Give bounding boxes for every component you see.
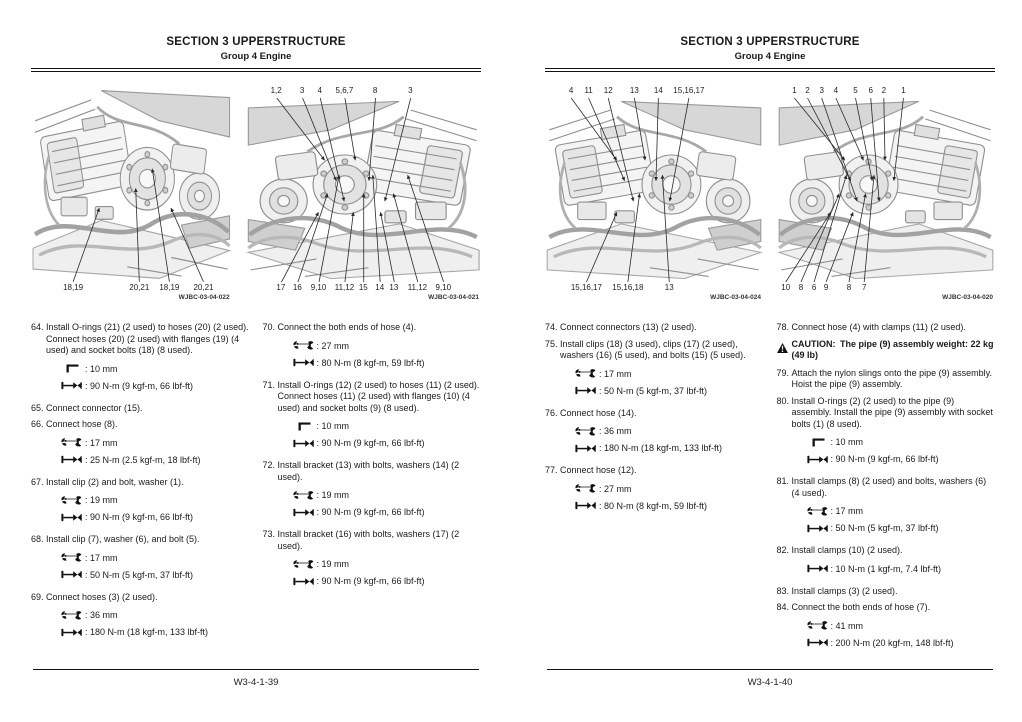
tool-spec-line — [61, 364, 250, 374]
torque-wrench-icon — [293, 358, 314, 367]
open-end-wrench-icon — [293, 560, 317, 569]
open-end-wrench-icon — [61, 553, 82, 562]
tool-spec-line — [807, 437, 996, 447]
callout-label: 10 — [781, 283, 791, 292]
step-number: 73. — [262, 529, 276, 539]
open-end-wrench-icon — [293, 491, 317, 500]
spec-value: : 10 mm — [830, 437, 864, 447]
open-end-wrench-icon — [807, 507, 831, 516]
spec-value: : 10 mm — [316, 421, 350, 431]
callout-label: 3 — [408, 86, 413, 95]
callout-label: 16 — [292, 283, 302, 292]
callout-label: 2 — [881, 86, 887, 95]
spec-value: : 19 mm — [316, 559, 350, 569]
tool-spec-line — [293, 438, 482, 448]
tool-spec-line — [575, 369, 764, 379]
spec-value: : 50 N-m (5 kgf-m, 37 lbf-ft) — [85, 569, 194, 580]
torque-wrench-icon — [807, 455, 831, 464]
step-text: Connect hoses (3) (2 used). — [46, 591, 158, 602]
spec-value: : 17 mm — [85, 437, 118, 448]
tool-spec-line — [293, 421, 482, 431]
tool-spec-line — [575, 484, 764, 494]
warning-triangle-icon — [777, 343, 788, 353]
step-number: 74. — [545, 322, 558, 332]
spec-value: : 80 N-m (8 kgf-m, 59 lbf-ft) — [599, 500, 708, 511]
tool-spec-line — [293, 559, 482, 569]
step-text: Connect connectors (13) (2 used). — [560, 322, 697, 332]
step-number: 77. — [545, 465, 558, 475]
tool-spec-line — [61, 627, 250, 637]
tool-spec-line — [61, 512, 250, 522]
open-end-wrench-icon — [61, 438, 82, 447]
tool-spec-line — [575, 386, 764, 396]
group-title: Group 4 Engine — [220, 51, 292, 62]
callout-label: 9 — [823, 283, 829, 292]
instruction-step — [31, 419, 250, 472]
spec-value: : 19 mm — [85, 495, 118, 505]
spec-value: : 90 N-m (9 kgf-m, 66 lbf-ft) — [85, 380, 194, 391]
callout-label: 3 — [819, 86, 824, 95]
spec-value: : 19 mm — [316, 490, 350, 500]
tool-spec-line — [293, 358, 482, 368]
callout-label: 8 — [372, 86, 378, 95]
open-end-wrench-icon — [61, 496, 82, 505]
step-text: Connect hose (12). — [560, 465, 637, 475]
instruction-step — [545, 465, 764, 518]
instruction-columns — [545, 322, 995, 660]
spec-value: : 10 mm — [85, 363, 118, 374]
instruction-step — [777, 322, 996, 334]
callout-label: 4 — [317, 86, 322, 95]
spec-value: : 17 mm — [599, 368, 632, 379]
figure-callouts-bottom — [31, 283, 232, 294]
open-end-wrench-icon — [293, 341, 314, 350]
tool-spec-line — [807, 506, 996, 516]
figure-id: WJBC-03-04-022 — [178, 294, 230, 301]
section-title: SECTION 3 UPPERSTRUCTURE — [680, 36, 860, 48]
tool-spec-line — [61, 610, 250, 620]
callout-label: 3 — [299, 86, 305, 95]
step-text: Connect the both ends of hose (7). — [791, 602, 931, 612]
hex-key-icon — [66, 364, 79, 373]
instruction-step — [31, 534, 250, 587]
callout-label: 20,21 — [193, 283, 214, 292]
callout-label: 8 — [846, 283, 852, 292]
torque-wrench-icon — [61, 513, 82, 522]
figure-callouts-bottom — [545, 283, 763, 294]
step-text: Install bracket (16) with bolts, washers (17) (2 used). — [277, 529, 460, 551]
step-text: Install bracket (13) with bolts, washers (14) (2 used). — [277, 460, 460, 482]
callout-label: 15,16,17 — [570, 283, 602, 292]
footer-rule — [33, 669, 479, 670]
step-number: 71. — [262, 379, 276, 390]
torque-wrench-icon — [807, 524, 828, 533]
callout-label: 20,21 — [129, 283, 150, 292]
tool-spec-line — [61, 455, 250, 465]
spec-value: : 17 mm — [830, 506, 864, 516]
torque-wrench-icon — [575, 386, 599, 395]
step-number: 67. — [31, 476, 44, 487]
spec-value: : 180 N-m (18 kgf-m, 133 lbf-ft) — [85, 627, 209, 637]
hex-key-icon — [812, 438, 825, 447]
spec-value: : 50 N-m (5 kgf-m, 37 lbf-ft) — [599, 385, 708, 396]
torque-wrench-icon — [807, 638, 831, 647]
callout-label: 4 — [833, 86, 839, 95]
torque-wrench-icon — [61, 570, 82, 579]
step-number: 79. — [776, 367, 790, 378]
callout-label: 17 — [276, 283, 286, 292]
torque-wrench-icon — [575, 444, 596, 453]
spec-value: : 90 N-m (9 kgf-m, 66 lbf-ft) — [316, 438, 425, 448]
torque-wrench-icon — [61, 455, 82, 464]
manual-page-left — [31, 0, 481, 722]
instruction-step — [777, 586, 996, 598]
step-text: Connect the both ends of hose (4). — [277, 322, 417, 332]
step-text: Connect hose (4) with clamps (11) (2 used). — [791, 322, 966, 332]
step-number: 78. — [776, 322, 790, 332]
caution-text: The pipe (9) assembly weight: 22 kg (49 lb) — [791, 338, 994, 360]
figure-callouts-top — [777, 86, 995, 97]
footer-rule — [547, 669, 993, 670]
torque-wrench-icon — [807, 564, 831, 573]
callout-leader-lines — [545, 97, 763, 283]
group-title: Group 4 Engine — [734, 51, 806, 62]
figure-callouts-top — [246, 86, 481, 97]
open-end-wrench-icon — [575, 484, 596, 493]
callout-label: 6 — [868, 86, 873, 95]
step-text: Install clip (2) and bolt, washer (1). — [46, 476, 184, 487]
figure-id: WJBC-03-04-021 — [428, 294, 479, 301]
step-text: Install O-rings (21) (2 used) to hoses (20) (2 used). Connect hoses (20) (2 used) with flanges (19) (4 used) and socket bolts (18) (8 used). — [46, 322, 249, 355]
step-number: 72. — [262, 460, 276, 470]
page-number: W3-4-1-40 — [747, 677, 793, 688]
instruction-step — [31, 403, 250, 415]
open-end-wrench-icon — [61, 611, 85, 620]
tool-spec-line — [575, 501, 764, 511]
step-text: Install clamps (10) (2 used). — [791, 545, 903, 555]
page-number: W3-4-1-39 — [233, 677, 279, 688]
hex-key-icon — [298, 422, 311, 431]
spec-value: : 50 N-m (5 kgf-m, 37 lbf-ft) — [830, 523, 939, 533]
instruction-step — [263, 322, 482, 375]
instruction-step — [777, 396, 996, 472]
step-text: Install O-rings (2) (2 used) to the pipe (9) assembly. Install the pipe (9) assembly with socket bolts (1) (8 used). — [791, 395, 993, 429]
tool-spec-line — [61, 495, 250, 505]
torque-wrench-icon — [61, 455, 85, 464]
step-text: Install clamps (8) (2 used) and bolts, washers (6) (4 used). — [791, 476, 987, 498]
warning-triangle-icon — [777, 339, 792, 362]
callout-label: 18,19 — [159, 283, 180, 292]
instruction-step — [31, 322, 250, 398]
figure-block — [31, 86, 232, 304]
open-end-wrench-icon — [61, 611, 82, 620]
torque-wrench-icon — [575, 444, 599, 453]
step-number: 80. — [776, 395, 790, 406]
step-text: Install clips (18) (3 used), clips (17) (2 used), washers (16) (5 used), and bolts (15) (5 used). — [560, 338, 746, 360]
figure-id: WJBC-03-04-024 — [710, 294, 761, 301]
step-text: Attach the nylon slings onto the pipe (9) assembly. Hoist the pipe (9) assembly. — [791, 367, 992, 389]
open-end-wrench-icon — [61, 553, 85, 562]
torque-wrench-icon — [61, 570, 85, 579]
engine-diagram — [31, 86, 232, 283]
step-number: 68. — [31, 534, 44, 544]
spec-value: : 200 N-m (20 kgf-m, 148 lbf-ft) — [830, 637, 954, 648]
open-end-wrench-icon — [575, 369, 599, 378]
step-number: 66. — [31, 419, 44, 429]
open-end-wrench-icon — [807, 621, 831, 630]
tool-spec-line — [61, 570, 250, 580]
page-header — [545, 36, 995, 62]
figure-callouts-bottom — [246, 283, 481, 294]
tool-spec-line — [293, 576, 482, 586]
callout-leader-lines — [31, 86, 232, 283]
spec-value: : 25 N-m (2.5 kgf-m, 18 lbf-ft) — [85, 454, 201, 465]
instruction-column — [777, 322, 996, 660]
spec-value: : 27 mm — [599, 483, 632, 494]
caution-note — [777, 339, 996, 362]
step-number: 70. — [262, 322, 276, 332]
open-end-wrench-icon — [807, 621, 828, 630]
instruction-step — [545, 408, 764, 461]
spec-value: : 90 N-m (9 kgf-m, 66 lbf-ft) — [316, 576, 425, 586]
open-end-wrench-icon — [575, 484, 599, 493]
torque-wrench-icon — [61, 513, 85, 522]
spec-value: : 10 N-m (1 kgf-m, 7.4 lbf-ft) — [830, 563, 942, 574]
torque-wrench-icon — [293, 439, 314, 448]
torque-wrench-icon — [293, 439, 317, 448]
instruction-column — [31, 322, 250, 649]
open-end-wrench-icon — [575, 369, 596, 378]
torque-wrench-icon — [61, 628, 85, 637]
engine-diagram — [777, 97, 995, 283]
callout-label: 4 — [568, 86, 574, 95]
step-number: 64. — [31, 322, 44, 332]
figure-callouts-top — [545, 86, 763, 97]
callout-label: 14 — [375, 283, 385, 292]
tool-spec-line — [293, 341, 482, 351]
open-end-wrench-icon — [293, 341, 317, 350]
torque-wrench-icon — [293, 508, 314, 517]
torque-wrench-icon — [807, 564, 828, 573]
spec-value: : 180 N-m (18 kgf-m, 133 lbf-ft) — [599, 443, 723, 453]
open-end-wrench-icon — [293, 491, 314, 500]
tool-spec-line — [61, 553, 250, 563]
figure-block — [246, 86, 481, 304]
open-end-wrench-icon — [807, 507, 828, 516]
step-text: Install clip (7), washer (6), and bolt (5). — [46, 534, 200, 544]
spec-value: : 80 N-m (8 kgf-m, 59 lbf-ft) — [316, 357, 425, 368]
step-text: Install clamps (3) (2 used). — [791, 585, 898, 596]
open-end-wrench-icon — [61, 438, 85, 447]
instruction-step — [777, 476, 996, 540]
figure-block — [777, 86, 995, 304]
callout-label: 13 — [629, 86, 639, 95]
step-number: 69. — [31, 591, 44, 602]
spec-value: : 27 mm — [316, 340, 350, 351]
instruction-column — [263, 322, 482, 649]
figure-row — [31, 86, 481, 304]
figure-callouts-bottom — [777, 283, 995, 294]
instruction-columns — [31, 322, 481, 649]
torque-wrench-icon — [61, 381, 82, 390]
callout-label: 13 — [389, 283, 399, 292]
step-text: Connect hose (14). — [560, 407, 637, 418]
callout-label: 5 — [853, 86, 858, 95]
open-end-wrench-icon — [575, 427, 596, 436]
step-number: 65. — [31, 402, 44, 413]
header-rule — [31, 68, 481, 72]
figure-row — [545, 86, 995, 304]
callout-label: 11,12 — [334, 283, 355, 292]
callout-label: 9,10 — [435, 283, 452, 292]
tool-spec-line — [61, 381, 250, 391]
tool-spec-line — [575, 426, 764, 436]
callout-label: 1 — [901, 86, 906, 95]
step-number: 84. — [776, 602, 790, 612]
step-text: Connect hose (8). — [46, 419, 118, 429]
step-text: Connect connector (15). — [46, 402, 143, 413]
instruction-step — [263, 460, 482, 524]
torque-wrench-icon — [575, 501, 596, 510]
torque-wrench-icon — [293, 358, 317, 367]
callout-label: 6 — [811, 283, 817, 292]
tool-spec-line — [807, 621, 996, 631]
callout-label: 18,19 — [63, 283, 84, 292]
torque-wrench-icon — [807, 638, 828, 647]
step-text: Install O-rings (12) (2 used) to hoses (11) (2 used). Connect hoses (11) (2 used) with flanges (10) (4 used) and socket bolts (9) (8 used). — [277, 379, 480, 413]
torque-wrench-icon — [61, 628, 82, 637]
callout-label: 15,16,17 — [673, 86, 705, 95]
spec-value: : 36 mm — [599, 426, 632, 436]
torque-wrench-icon — [293, 577, 314, 586]
section-title: SECTION 3 UPPERSTRUCTURE — [166, 36, 346, 48]
instruction-step — [777, 545, 996, 581]
step-number: 82. — [776, 545, 790, 555]
header-rule — [545, 68, 995, 72]
step-number: 81. — [776, 476, 790, 486]
instruction-column — [545, 322, 764, 660]
tool-spec-line — [293, 507, 482, 517]
figure-block — [545, 86, 763, 304]
engine-diagram — [545, 97, 763, 283]
tool-spec-line — [807, 638, 996, 648]
torque-wrench-icon — [61, 381, 85, 390]
torque-wrench-icon — [807, 524, 831, 533]
callout-label: 5,6,7 — [335, 86, 354, 95]
tool-spec-line — [61, 438, 250, 448]
callout-label: 9,10 — [310, 283, 327, 292]
tool-spec-line — [807, 523, 996, 533]
callout-label: 11,12 — [407, 283, 428, 292]
tool-spec-line — [293, 490, 482, 500]
page-header — [31, 36, 481, 62]
instruction-step — [31, 592, 250, 645]
callout-label: 1 — [792, 86, 797, 95]
callout-label: 2 — [805, 86, 810, 95]
callout-label: 12 — [603, 86, 613, 95]
open-end-wrench-icon — [293, 560, 314, 569]
engine-diagram — [246, 97, 481, 283]
step-number: 75. — [545, 338, 558, 349]
instruction-step — [545, 322, 764, 334]
manual-page-right — [545, 0, 995, 722]
hex-key-icon — [807, 438, 831, 447]
hex-key-icon — [61, 364, 85, 373]
instruction-step — [31, 477, 250, 530]
torque-wrench-icon — [293, 577, 317, 586]
instruction-step — [263, 529, 482, 593]
tool-spec-line — [807, 564, 996, 574]
spec-value: : 17 mm — [85, 552, 118, 563]
callout-label: 1,2 — [270, 86, 282, 95]
callout-label: 15,16,18 — [612, 283, 644, 292]
hex-key-icon — [293, 422, 317, 431]
tool-spec-line — [807, 454, 996, 464]
instruction-step — [545, 339, 764, 403]
instruction-step — [777, 368, 996, 391]
instruction-step — [263, 380, 482, 456]
spec-value: : 90 N-m (9 kgf-m, 66 lbf-ft) — [316, 507, 425, 517]
caution-label: CAUTION: — [791, 338, 836, 349]
callout-label: 14 — [653, 86, 663, 95]
torque-wrench-icon — [293, 508, 317, 517]
step-number: 76. — [545, 407, 558, 418]
spec-value: : 90 N-m (9 kgf-m, 66 lbf-ft) — [830, 454, 939, 464]
callout-leader-lines — [246, 97, 481, 283]
instruction-step — [777, 602, 996, 655]
callout-label: 15 — [358, 283, 368, 292]
open-end-wrench-icon — [575, 427, 599, 436]
callout-label: 8 — [798, 283, 804, 292]
spec-value: : 36 mm — [85, 610, 118, 620]
callout-label: 13 — [664, 283, 674, 292]
torque-wrench-icon — [807, 455, 828, 464]
figure-id: WJBC-03-04-020 — [942, 294, 993, 301]
tool-spec-line — [575, 443, 764, 453]
callout-label: 11 — [584, 86, 593, 95]
callout-label: 7 — [861, 283, 867, 292]
torque-wrench-icon — [575, 501, 599, 510]
spec-value: : 41 mm — [830, 620, 864, 631]
spec-value: : 90 N-m (9 kgf-m, 66 lbf-ft) — [85, 512, 194, 522]
torque-wrench-icon — [575, 386, 596, 395]
open-end-wrench-icon — [61, 496, 85, 505]
step-number: 83. — [776, 585, 790, 596]
callout-leader-lines — [777, 97, 995, 283]
